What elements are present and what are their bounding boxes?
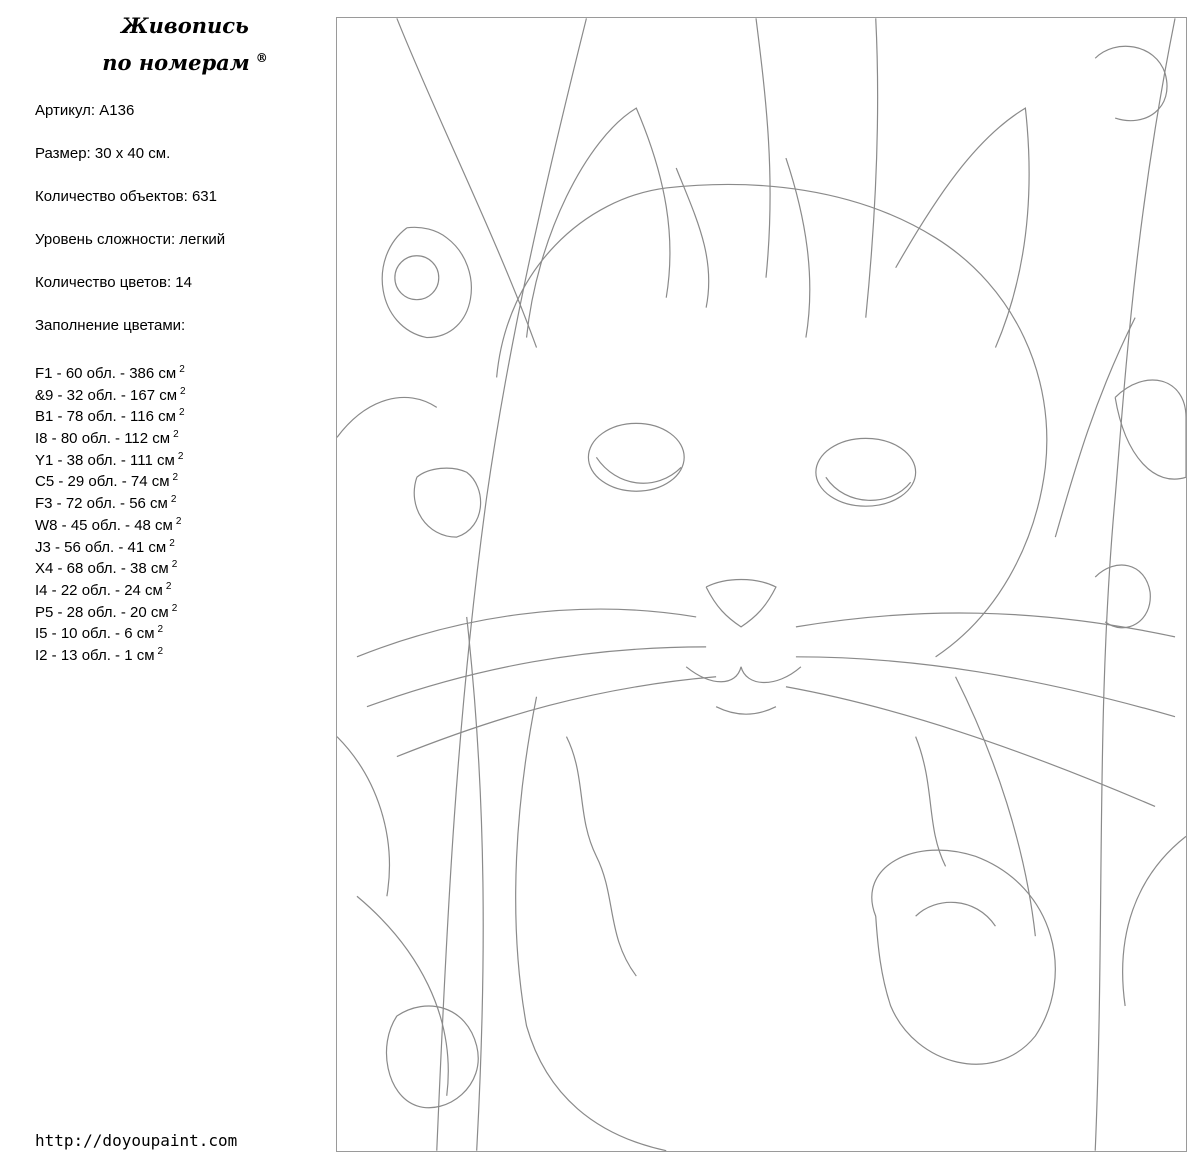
cat-nose — [706, 580, 776, 627]
cat-fur-mark — [786, 158, 810, 338]
legend-entry-text: I5 - 10 обл. - 6 см — [35, 625, 155, 643]
cat-whisker — [786, 687, 1155, 807]
color-count: Количество цветов: 14 — [35, 274, 192, 291]
plant-stem — [467, 617, 484, 1151]
cat-fur-mark — [566, 737, 636, 976]
legend-entry-text: &9 - 32 обл. - 167 см — [35, 386, 178, 404]
brand-line-1: Живопись — [121, 13, 249, 38]
legend-entry — [35, 641, 186, 663]
cat-whisker — [796, 613, 1175, 637]
legend-entry-unit: 2 — [165, 580, 172, 592]
legend-entry-unit: 2 — [171, 602, 178, 614]
flower-bud — [872, 850, 1055, 1064]
website-link[interactable]: http://doyoupaint.com — [35, 1131, 238, 1150]
legend-entry-unit: 2 — [179, 364, 185, 375]
cat-body — [516, 697, 667, 1151]
legend-entry-unit: 2 — [169, 537, 175, 549]
legend-entry-unit: 2 — [172, 472, 179, 484]
plant-stem — [1095, 18, 1175, 1150]
legend-entry-text: P5 - 28 обл. - 20 см — [35, 603, 169, 621]
legend-entry-unit: 2 — [175, 515, 182, 527]
leaf — [1123, 836, 1186, 1006]
legend-entry-text: J3 - 56 обл. - 41 см — [35, 538, 167, 556]
product-info — [35, 100, 225, 358]
legend-entry — [35, 402, 186, 424]
canvas-size: Размер: 30 х 40 см. — [35, 145, 171, 162]
article-number: Артикул: A136 — [35, 102, 135, 119]
cat-body — [956, 677, 1036, 936]
cat-right-ear — [896, 108, 1029, 347]
cat-whisker — [357, 609, 696, 657]
legend-entry — [35, 511, 186, 533]
legend-entry-unit: 2 — [157, 624, 164, 636]
cat-whisker — [397, 677, 716, 757]
cat-chin — [716, 707, 776, 714]
legend-entry-text: W8 - 45 обл. - 48 см — [35, 516, 173, 534]
legend-entry-unit: 2 — [170, 494, 177, 506]
legend-entry — [35, 533, 186, 555]
legend-entry-text: F1 - 60 обл. - 386 см — [35, 365, 177, 382]
cat-left-eye — [588, 423, 684, 491]
legend-entry-unit: 2 — [157, 645, 164, 657]
legend-entry — [35, 381, 186, 403]
fill-header: Заполнение цветами: — [35, 317, 186, 334]
coloring-canvas — [336, 17, 1187, 1152]
legend-entry-unit: 2 — [178, 407, 185, 419]
legend-entry-unit: 2 — [177, 450, 184, 462]
plant-stem — [397, 18, 537, 347]
legend-entry — [35, 619, 186, 641]
plant-stem — [1055, 318, 1135, 537]
object-count: Количество объектов: 631 — [35, 188, 217, 205]
flower-center — [395, 256, 439, 300]
legend-entry — [35, 359, 186, 381]
flower-bud — [386, 1006, 478, 1108]
brand-line-2-text: по номерам — [102, 50, 250, 75]
plant-stem — [756, 18, 770, 277]
legend-entry — [35, 598, 186, 620]
plant-stem — [866, 18, 878, 317]
cat-whisker — [796, 657, 1175, 717]
legend-entry-unit: 2 — [180, 385, 186, 397]
cat-fur-mark — [676, 168, 709, 308]
flower-bud — [1115, 380, 1186, 479]
flower-bud — [1095, 565, 1150, 628]
legend-entry — [35, 554, 186, 576]
legend-entry — [35, 424, 186, 446]
legend-entry-text: I2 - 13 обл. - 1 см — [35, 646, 155, 664]
legend-entry-text: I4 - 22 обл. - 24 см — [35, 581, 163, 599]
leaf — [337, 737, 389, 897]
brand-line-2 — [60, 42, 310, 79]
cat-left-eye-inner — [596, 457, 681, 483]
legend-entry-text: Y1 - 38 обл. - 111 см — [35, 451, 175, 469]
plant-stem — [437, 18, 587, 1150]
flower-petal — [916, 902, 996, 926]
registered-mark: ® — [255, 51, 268, 65]
cat-right-eye — [816, 438, 916, 506]
legend-entry — [35, 576, 186, 598]
legend-entry — [35, 446, 186, 468]
flower-bud — [1095, 46, 1167, 120]
legend-entry-unit: 2 — [171, 559, 178, 571]
flower-bud — [414, 468, 480, 537]
cat-fur-mark — [916, 737, 946, 867]
cat-right-eye-inner — [826, 477, 911, 500]
legend-entry-text: C5 - 29 обл. - 74 см — [35, 473, 170, 491]
legend-entry-unit: 2 — [173, 429, 179, 441]
difficulty-level: Уровень сложности: легкий — [35, 231, 226, 248]
legend-entry-text: I8 - 80 обл. - 112 см — [35, 430, 171, 448]
leaf — [337, 397, 437, 437]
cat-outline-drawing — [337, 18, 1186, 1151]
cat-head-outline — [497, 184, 1047, 656]
legend-entry-text: B1 - 78 обл. - 116 см — [35, 408, 176, 426]
legend-entry — [35, 467, 186, 489]
leaf — [357, 896, 448, 1096]
brand-logo — [60, 10, 310, 79]
cat-left-ear — [527, 108, 670, 337]
legend-entry-text: F3 - 72 обл. - 56 см — [35, 495, 168, 513]
color-legend — [35, 359, 186, 663]
legend-entry — [35, 489, 186, 511]
legend-entry-text: X4 - 68 обл. - 38 см — [35, 560, 169, 578]
cat-mouth — [686, 667, 801, 683]
